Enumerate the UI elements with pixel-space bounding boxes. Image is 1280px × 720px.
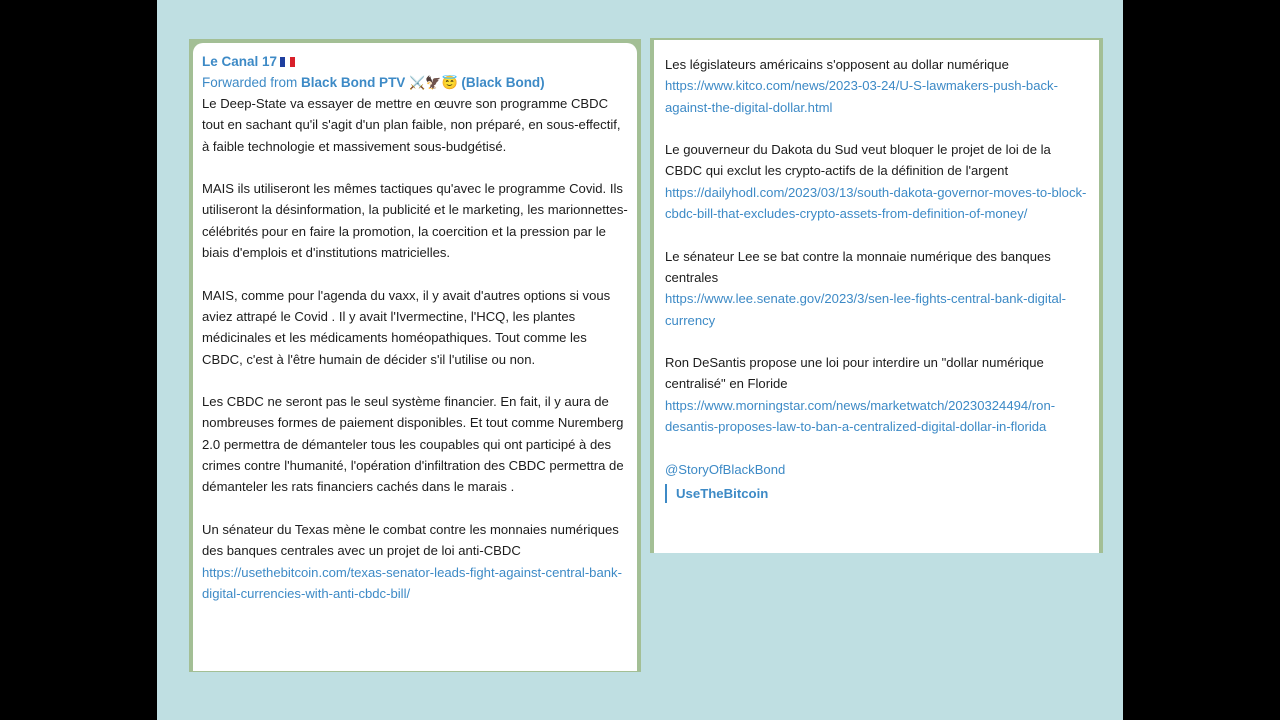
forwarded-emojis: ⚔️🦅😇 (409, 75, 458, 90)
news-headline: Les législateurs américains s'opposent au dollar numérique (665, 57, 1009, 72)
left-message-bubble (193, 43, 637, 671)
message-paragraph: Les CBDC ne seront pas le seul système financier. En fait, il y aura de nombreuses formes de paiement disponibles. Et tout comme Nuremberg 2.0 permettra de démanteler tous les coupables qui ont participé à des crimes contre l'humanité, l'opération d'infiltration des CBDC permettra de démanteler les rats financiers cachés dans le marais . (202, 394, 624, 495)
channel-mention[interactable]: @StoryOfBlackBond (665, 461, 786, 477)
channel-name[interactable]: Le Canal 17 (202, 54, 278, 69)
reply-quote[interactable] (665, 484, 1089, 503)
news-headline: Le sénateur Lee se bat contre la monnaie numérique des banques centrales (665, 248, 1051, 285)
news-link[interactable]: https://www.kitco.com/news/2023-03-24/U-S-lawmakers-push-back-against-the-digital-dollar.html (665, 78, 1058, 115)
news-link[interactable]: https://dailyhodl.com/2023/03/13/south-dakota-governor-moves-to-block-cbdc-bill-that-excludes-crypto-assets-from-definition-of-money/ (665, 184, 1087, 222)
news-link[interactable]: https://usethebitcoin.com/texas-senator-leads-fight-against-central-bank-digital-currencies-with-anti-cbdc-bill/ (202, 564, 622, 601)
news-item (665, 352, 1089, 437)
forwarded-prefix: Forwarded from (202, 75, 298, 90)
right-message-bubble (654, 40, 1099, 553)
news-link[interactable]: https://www.morningstar.com/news/marketwatch/20230324494/ron-desantis-proposes-law-to-ban-a-centralized-digital-dollar-in-florida (665, 397, 1056, 435)
mention-line (665, 459, 1089, 480)
news-link[interactable]: https://www.lee.senate.gov/2023/3/sen-lee-fights-central-bank-digital-currency (665, 291, 1067, 328)
message-paragraph: MAIS, comme pour l'agenda du vaxx, il y avait d'autres options si vous aviez attrapé le Covid . Il y avait l'Ivermectine, l'HCQ, les plantes médicinales et les médicaments homéopathiques. Tout comme les CBDC, c'est à l'être humain de décider s'il l'utilise ou non. (202, 287, 611, 367)
news-headline: Ron DeSantis propose une loi pour interdire un "dollar numérique centralisé" en Floride (665, 355, 1044, 392)
forwarded-handle[interactable]: (Black Bond) (461, 75, 545, 90)
quote-title[interactable]: UseTheBitcoin (676, 485, 769, 501)
message-paragraph: Le Deep-State va essayer de mettre en œuvre son programme CBDC tout en sachant qu'il s'agit d'un plan faible, non préparé, en sous-effectif, à faible technologie et massivement sous-budgétisé. (202, 96, 621, 154)
news-headline: Le gouverneur du Dakota du Sud veut bloquer le projet de loi de la CBDC qui exclut les crypto-actifs de la définition de l'argent (665, 142, 1051, 179)
news-headline: Un sénateur du Texas mène le combat contre les monnaies numériques des banques centrales avec un projet de loi anti-CBDC (202, 521, 619, 559)
forwarded-source[interactable]: Black Bond PTV (301, 75, 406, 90)
message-body (665, 54, 1089, 480)
news-item (665, 139, 1089, 224)
news-item (202, 519, 628, 604)
news-item (665, 246, 1089, 331)
message-body (202, 93, 628, 604)
channel-title[interactable] (202, 51, 628, 72)
france-flag-icon (280, 57, 295, 67)
forwarded-header[interactable] (202, 72, 628, 93)
news-item (665, 54, 1089, 118)
message-paragraph: MAIS ils utiliseront les mêmes tactiques qu'avec le programme Covid. Ils utiliseront la désinformation, la publicité et le marketing, les marionnettes-célébrités pour en faire la promotion, la coercition et la pression par le biais d'emplois et d'institutions matricielles. (202, 181, 628, 261)
